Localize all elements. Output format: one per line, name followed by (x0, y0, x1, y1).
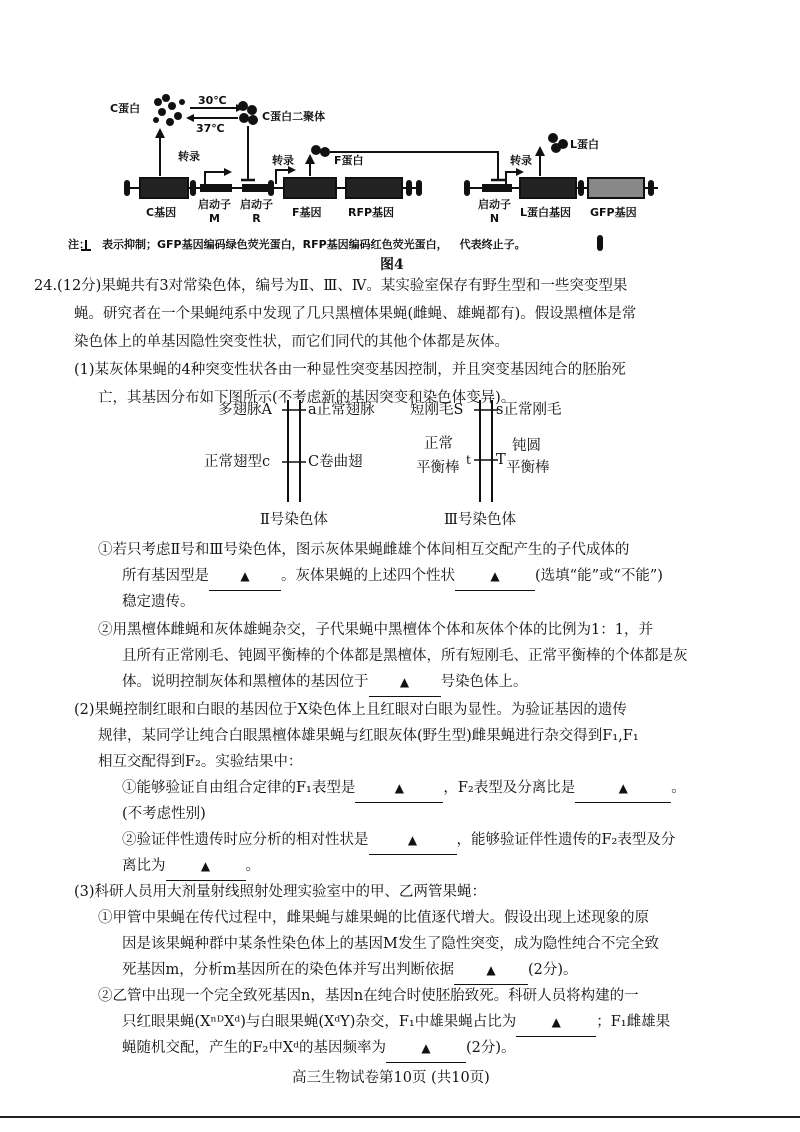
chrom-ii-label: Ⅱ号染色体 (260, 512, 328, 528)
chrom-ii-a-right: a正常翅脉 (308, 402, 375, 418)
q3-g-post: (2分)。 (466, 1040, 516, 1056)
q2-line-d (122, 774, 686, 803)
chrom-ii-A-left: 多翅脉A (218, 402, 272, 418)
q2-line-b: 规律，某同学让纯合白眼黑檀体雄果蝇与红眼灰体(野生型)雌果蝇进行杂交得到F₁,F₁ (98, 728, 639, 744)
page-footer: 高三生物试卷第10页 (共10页) (292, 1070, 490, 1086)
q1-s1-post: (选填“能”或“不能”) (535, 568, 663, 584)
chrom-iii-t-left-1: 正常 (424, 436, 453, 452)
chrom-iii-t-left-2: 平衡棒 (416, 460, 460, 476)
q1-s2-pre: 体。说明控制灰体和黑檀体的基因位于 (122, 674, 369, 690)
q24-line-1: 24.(12分)果蝇共有3对常染色体，编号为Ⅱ、Ⅲ、Ⅳ。某实验室保存有野生型和一些突变型果 (34, 278, 628, 294)
chrom-iii-T-letter: T (496, 452, 506, 468)
answer-blank-8[interactable]: ▲ (454, 956, 528, 985)
answer-blank-2[interactable]: ▲ (455, 562, 535, 591)
temp-low-label: 37℃ (196, 122, 225, 135)
figure-note (68, 236, 526, 252)
l-gene-label: L蛋白基因 (520, 206, 572, 219)
q3-line-g (122, 1034, 516, 1063)
q3-g-pre: 蝇随机交配，产生的F₂中Xᵈ的基因频率为 (122, 1040, 386, 1056)
q2-line-e: (不考虑性别) (122, 806, 206, 822)
note-prefix: 注： (68, 238, 90, 251)
q1-s1-line-b (122, 562, 663, 591)
chrom-iii-S-left: 短刚毛S (410, 402, 464, 418)
q1-s2-post: 号染色体上。 (440, 674, 528, 690)
q2-f-pre: ②验证伴性遗传时应分析的相对性状是 (122, 832, 369, 848)
q3-f-post: ；F₁雌雄果 (596, 1014, 671, 1030)
transcribe-label-3: 转录 (510, 154, 532, 167)
q1-s2-line-a: ②用黑檀体雌蝇和灰体雄蝇杂交，子代果蝇中黑檀体个体和灰体个体的比例为1：1，并 (98, 622, 653, 638)
q2-line-c: 相互交配得到F₂。实验结果中： (98, 754, 303, 770)
q3-line-d (122, 956, 578, 985)
c-protein-label: C蛋白 (110, 102, 141, 115)
answer-blank-6[interactable]: ▲ (369, 826, 457, 855)
q3-line-e: ②乙管中出现一个完全致死基因n，基因n在纯合时使胚胎致死。科研人员将构建的一 (98, 988, 639, 1004)
q1-s1-pre: 所有基因型是 (122, 568, 209, 584)
chromosome-graphics (0, 392, 800, 532)
q2-d-mid: ，F₂表型及分离比是 (443, 780, 576, 796)
chrom-iii-label: Ⅲ号染色体 (444, 512, 516, 528)
chrom-ii-c-left: 正常翅型c (204, 454, 271, 470)
q3-line-f (122, 1008, 670, 1037)
f-protein-label: F蛋白 (334, 154, 364, 167)
chrom-iii-T-right-1: 钝圆 (512, 438, 541, 454)
answer-blank-5[interactable]: ▲ (575, 774, 671, 803)
answer-blank-9[interactable]: ▲ (516, 1008, 596, 1037)
q3-line-a: (3)科研人员用大剂量射线照射处理实验室中的甲、乙两管果蝇： (74, 884, 487, 900)
temp-high-label: 30℃ (198, 94, 227, 107)
q2-line-f (122, 826, 675, 855)
chrom-ii-C-right: C卷曲翅 (308, 454, 363, 470)
answer-blank-4[interactable]: ▲ (355, 774, 443, 803)
chrom-iii-s-right: s正常刚毛 (496, 402, 562, 418)
note-body: 表示抑制；GFP基因编码绿色荧光蛋白，RFP基因编码红色荧光蛋白， (102, 238, 448, 251)
figure-4 (0, 80, 800, 280)
q2-line-a: (2)果蝇控制红眼和白眼的基因位于X染色体上且红眼对白眼为显性。为验证基因的遗传 (74, 702, 627, 718)
q2-g-pre: 离比为 (122, 858, 166, 874)
q3-d-post: (2分)。 (528, 962, 578, 978)
answer-blank-7[interactable]: ▲ (166, 852, 246, 881)
bottom-rule (0, 1116, 800, 1118)
q24-part1-line-a: (1)某灰体果蝇的4种突变性状各由一种显性突变基因控制，并且突变基因纯合的胚胎死 (74, 362, 626, 378)
q1-s1-line-c: 稳定遗传。 (122, 594, 195, 610)
q1-s1-line-a: ①若只考虑Ⅱ号和Ⅲ号染色体，图示灰体果蝇雌雄个体间相互交配产生的子代成体的 (98, 542, 630, 558)
rfp-gene-label: RFP基因 (348, 206, 395, 219)
q2-d-post: 。 (671, 780, 686, 796)
answer-blank-1[interactable]: ▲ (209, 562, 281, 591)
q3-line-b: ①甲管中果蝇在传代过程中，雌果蝇与雄果蝇的比值逐代增大。假设出现上述现象的原 (98, 910, 649, 926)
figure-caption: 图4 (380, 257, 404, 273)
q3-d-pre: 死基因m，分析m基因所在的染色体并写出判断依据 (122, 962, 454, 978)
q1-s2-line-c (122, 668, 528, 697)
chrom-iii-T-right-2: 平衡棒 (506, 460, 550, 476)
transcribe-label-2: 转录 (272, 154, 294, 167)
chromosome-figure (0, 392, 800, 532)
c-dimer-label: C蛋白二聚体 (262, 110, 326, 123)
promoter-m-label: 启动子 M (198, 198, 231, 225)
gfp-gene-label: GFP基因 (590, 206, 637, 219)
q3-line-c: 因是该果蝇种群中某条性染色体上的基因M发生了隐性突变，成为隐性纯合不完全致 (122, 936, 659, 952)
q24-line-3: 染色体上的单基因隐性突变性状，而它们同代的其他个体都是灰体。 (74, 334, 509, 350)
c-gene-label: C基因 (146, 206, 177, 219)
l-protein-label: L蛋白 (570, 138, 600, 151)
q2-f-post: ，能够验证伴性遗传的F₂表型及分 (456, 832, 676, 848)
q1-s2-line-b: 且所有正常刚毛、钝圆平衡棒的个体都是黑檀体，所有短刚毛、正常平衡棒的个体都是灰 (122, 648, 688, 664)
q1-s1-mid: 。灰体果蝇的上述四个性状 (281, 568, 455, 584)
q2-g-post: 。 (245, 858, 260, 874)
answer-blank-10[interactable]: ▲ (386, 1034, 466, 1063)
q2-d-pre: ①能够验证自由组合定律的F₁表型是 (122, 780, 356, 796)
q24-part1-line-b: 亡，其基因分布如下图所示(不考虑新的基因突变和染色体变异)。 (98, 390, 516, 406)
chrom-iii-t-small: t (466, 453, 471, 467)
answer-blank-3[interactable]: ▲ (369, 668, 441, 697)
transcribe-label-1: 转录 (178, 150, 200, 163)
f-gene-label: F基因 (292, 206, 322, 219)
q2-line-g (122, 852, 260, 881)
q24-line-2: 蝇。研究者在一个果蝇纯系中发现了几只黑檀体果蝇(雌蝇、雄蝇都有)。假设黑檀体是常 (74, 306, 637, 322)
promoter-r-label: 启动子 R (240, 198, 273, 225)
note-end: 代表终止子。 (459, 238, 526, 251)
promoter-n-label: 启动子 N (478, 198, 511, 225)
q3-f-pre: 只红眼果蝇(XⁿᴰXᵈ)与白眼果蝇(XᵈY)杂交，F₁中雄果蝇占比为 (122, 1014, 517, 1030)
